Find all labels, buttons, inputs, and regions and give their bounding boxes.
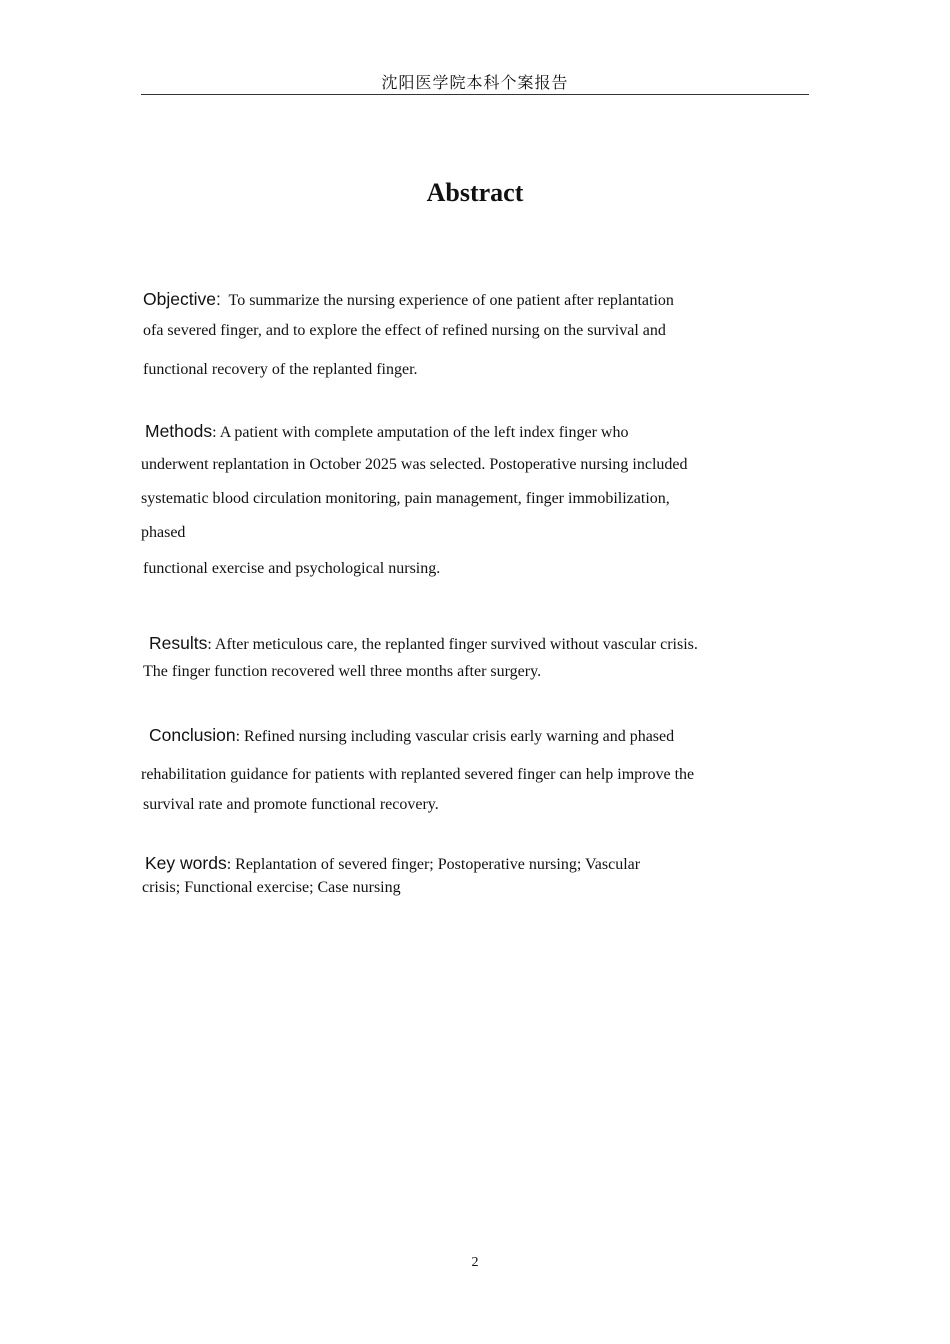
results-label: Results	[149, 633, 208, 653]
methods-line-5: functional exercise and psychological nursing.	[143, 560, 441, 577]
conclusion-line-3: survival rate and promote functional recovery.	[143, 796, 439, 813]
methods-line-2: underwent replantation in October 2025 was selected. Postoperative nursing included	[141, 456, 688, 473]
objective-text-1: To summarize the nursing experience of one patient after replantation	[228, 292, 674, 309]
results-line-1	[149, 633, 698, 654]
conclusion-line-1	[149, 725, 674, 746]
header-divider	[141, 94, 809, 95]
keywords-line-2: crisis; Functional exercise; Case nursing	[142, 879, 401, 896]
objective-line-3: functional recovery of the replanted finger.	[143, 361, 418, 378]
page-header: 沈阳医学院本科个案报告	[381, 73, 569, 92]
abstract-heading: Abstract	[426, 178, 524, 207]
methods-line-1	[145, 421, 628, 442]
objective-line-1	[143, 289, 674, 310]
keywords-line-1	[145, 853, 640, 874]
keywords-text-1: : Replantation of severed finger; Postoperative nursing; Vascular	[226, 856, 641, 873]
results-text-1: : After meticulous care, the replanted finger survived without vascular crisis.	[207, 636, 698, 653]
methods-label: Methods	[145, 421, 213, 441]
keywords-label: Key words	[145, 853, 227, 873]
results-line-2: The finger function recovered well three months after surgery.	[143, 663, 542, 680]
methods-line-3: systematic blood circulation monitoring, pain management, finger immobilization,	[141, 490, 670, 507]
objective-label: Objective:	[143, 289, 221, 309]
conclusion-label: Conclusion	[149, 725, 236, 745]
methods-line-4: phased	[141, 524, 186, 541]
page-number: 2	[471, 1255, 479, 1270]
methods-text-1: : A patient with complete amputation of the left index finger who	[212, 424, 629, 441]
conclusion-line-2: rehabilitation guidance for patients with replanted severed finger can help improve the	[141, 766, 695, 783]
objective-line-2: ofa severed finger, and to explore the effect of refined nursing on the survival and	[143, 322, 666, 339]
conclusion-text-1: : Refined nursing including vascular crisis early warning and phased	[235, 728, 675, 745]
